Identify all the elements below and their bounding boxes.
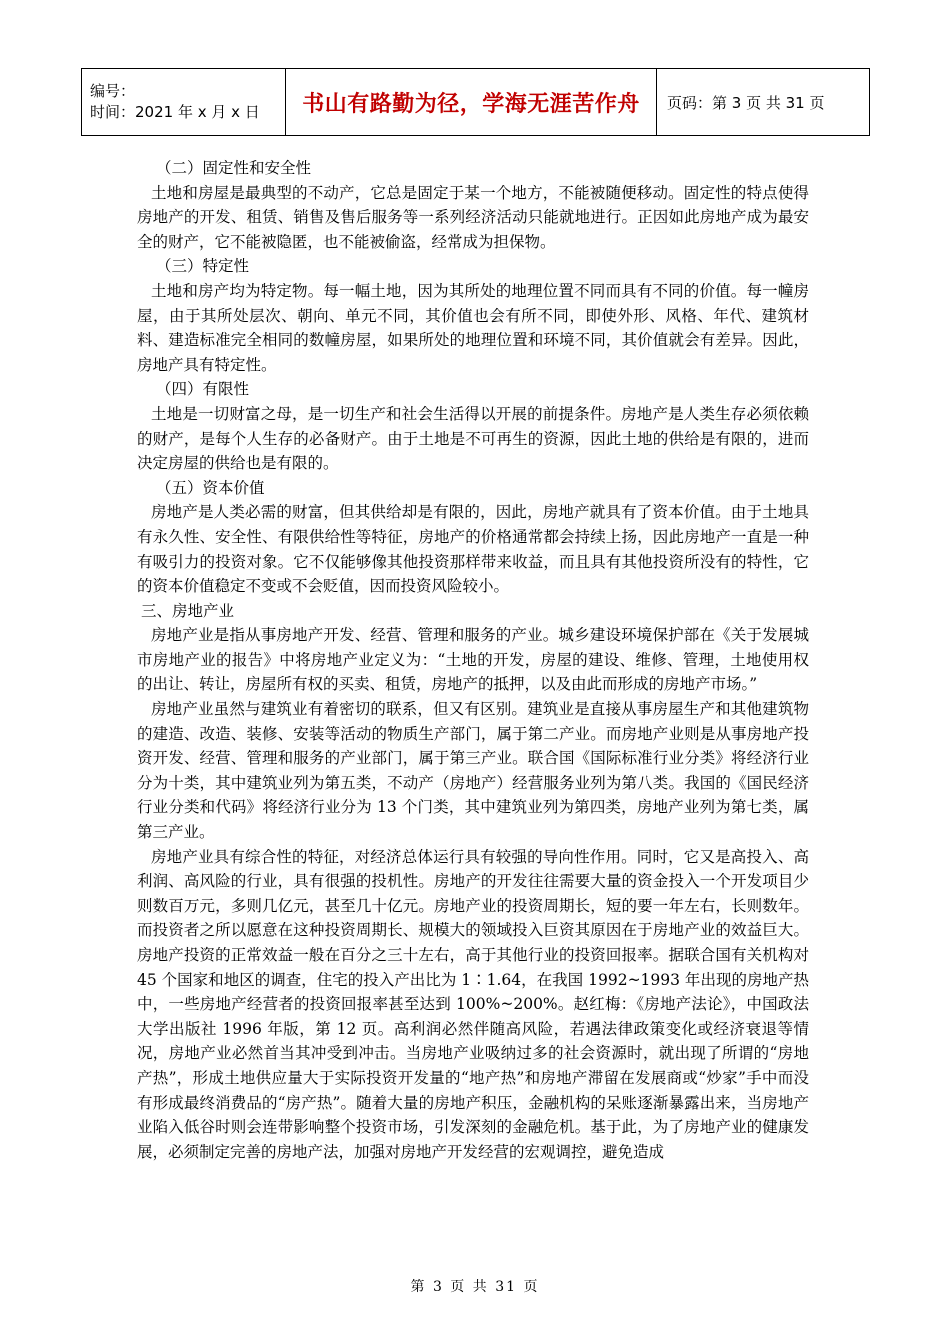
page-footer: 第 3 页 共 31 页 — [410, 1279, 540, 1295]
paragraph-specificity: 土地和房产均为特定物。每一幅土地，因为其所处的地理位置不同而具有不同的价值。每一幢房屋，由于其所处层次、朝向、单元不同，其价值也会有所不同，即使外形、风格、年代、建筑材料、建造标准完全相同的数幢房屋，如果所处的地理位置和环境不同，其价值就会有差异。因此，房地产具有特定性。 — [137, 281, 809, 374]
section-heading-capital-value: （五）资本价值 — [156, 478, 265, 497]
document-body — [137, 156, 809, 1164]
paragraph-industry-distinction: 房地产业虽然与建筑业有着密切的联系，但又有区别。建筑业是直接从事房屋生产和其他建筑物的建造、改造、装修、安装等活动的物质生产部门，属于第二产业。而房地产业则是从事房地产投资开发、经营、管理和服务的产业部门，属于第三产业。联合国《国际标准行业分类》将经济行业分为十类，其中建筑业列为第五类，不动产（房地产）经营服务业列为第八类。我国的《国民经济行业分类和代码》将经济行业分为 13 个门类，其中建筑业列为第四类，房地产业列为第七类，属第三产业。 — [137, 700, 809, 842]
header-motto: 书山有路勤为径，学海无涯苦作舟 — [286, 69, 657, 136]
header-table — [81, 68, 870, 136]
section-heading-scarcity: （四）有限性 — [156, 380, 250, 399]
section-heading-fixity: （二）固定性和安全性 — [156, 159, 312, 177]
header-meta-cell — [82, 69, 286, 136]
section-heading-specificity: （三）特定性 — [156, 257, 250, 276]
paragraph-industry-definition: 房地产业是指从事房地产开发、经营、管理和服务的产业。城乡建设环境保护部在《关于发展城市房地产业的报告》中将房地产业定义为：“土地的开发，房屋的建设、维修、管理，土地使用权的出让、转让，房屋所有权的买卖、租赁，房地产的抵押，以及由此而形成的房地产市场。” — [137, 626, 809, 694]
paragraph-capital-value: 房地产是人类必需的财富，但其供给却是有限的，因此，房地产就具有了资本价值。由于土地具有永久性、安全性、有限供给性等特征，房地产的价格通常都会持续上扬，因此房地产一直是一种有吸引力的投资对象。它不仅能够像其他投资那样带来收益，而且具有其他投资所没有的特性，它的资本价值稳定不变或不会贬值，因而投资风险较小。 — [137, 503, 809, 596]
paragraph-scarcity: 土地是一切财富之母，是一切生产和社会生活得以开展的前提条件。房地产是人类生存必须依赖的财产，是每个人生存的必备财产。由于土地是不可再生的资源，因此土地的供给是有限的，进而决定房屋的供给也是有限的。 — [137, 404, 809, 473]
header-page-info: 页码：第 3 页 共 31 页 — [657, 69, 870, 136]
paragraph-fixity: 土地和房屋是最典型的不动产，它总是固定于某一个地方，不能被随便移动。固定性的特点使得房地产的开发、租赁、销售及售后服务等一系列经济活动只能就地进行。正因如此房地产成为最安全的财产，它不能被隐匿，也不能被偷盗，经常成为担保物。 — [137, 183, 809, 251]
section-heading-real-estate-industry: 三、房地产业 — [141, 601, 235, 620]
document-number-label: 编号： — [90, 82, 136, 100]
paragraph-industry-characteristics: 房地产业具有综合性的特征，对经济总体运行具有较强的导向性作用。同时，它又是高投入、高利润、高风险的行业，具有很强的投机性。房地产的开发往往需要大量的资金投入一个开发项目少则数百万元，多则几亿元，甚至几十亿元。房地产业的投资周期长，短的要一年左右，长则数年。而投资者之所以愿意在这种投资周期长、规模大的领域投入巨资其原因在于房地产业的效益巨大。房地产投资的正常效益一般在百分之三十左右，高于其他行业的投资回报率。据联合国有关机构对 45 个国家和地区的调查，住宅的投入产出比为 1∶1.64，在我国 1992~1993 年出现的房地产热中，一些房地产经营者的投资回报率甚至达到 100%~200%。赵红梅：《房地产法论》，中国政法大学出版社 1996 年版，第 12 页。高利润必然伴随高风险，若遇法律政策变化或经济衰退等情况，房地产业必然首当其冲受到冲击。当房地产业吸纳过多的社会资源时，就出现了所谓的“房地产热”，形成土地供应量大于实际投资开发量的“地产热”和房地产滞留在发展商或“炒家”手中而没有形成最终消费品的“房产热”。随着大量的房地产积压，金融机构的呆账逐渐暴露出来，当房地产业陷入低谷时则会连带影响整个投资市场，引发深刻的金融危机。基于此，为了房地产业的健康发展，必须制定完善的房地产法，加强对房地产开发经营的宏观调控，避免造成 — [137, 847, 809, 1161]
document-date-label: 时间：2021 年 x 月 x 日 — [90, 103, 260, 121]
